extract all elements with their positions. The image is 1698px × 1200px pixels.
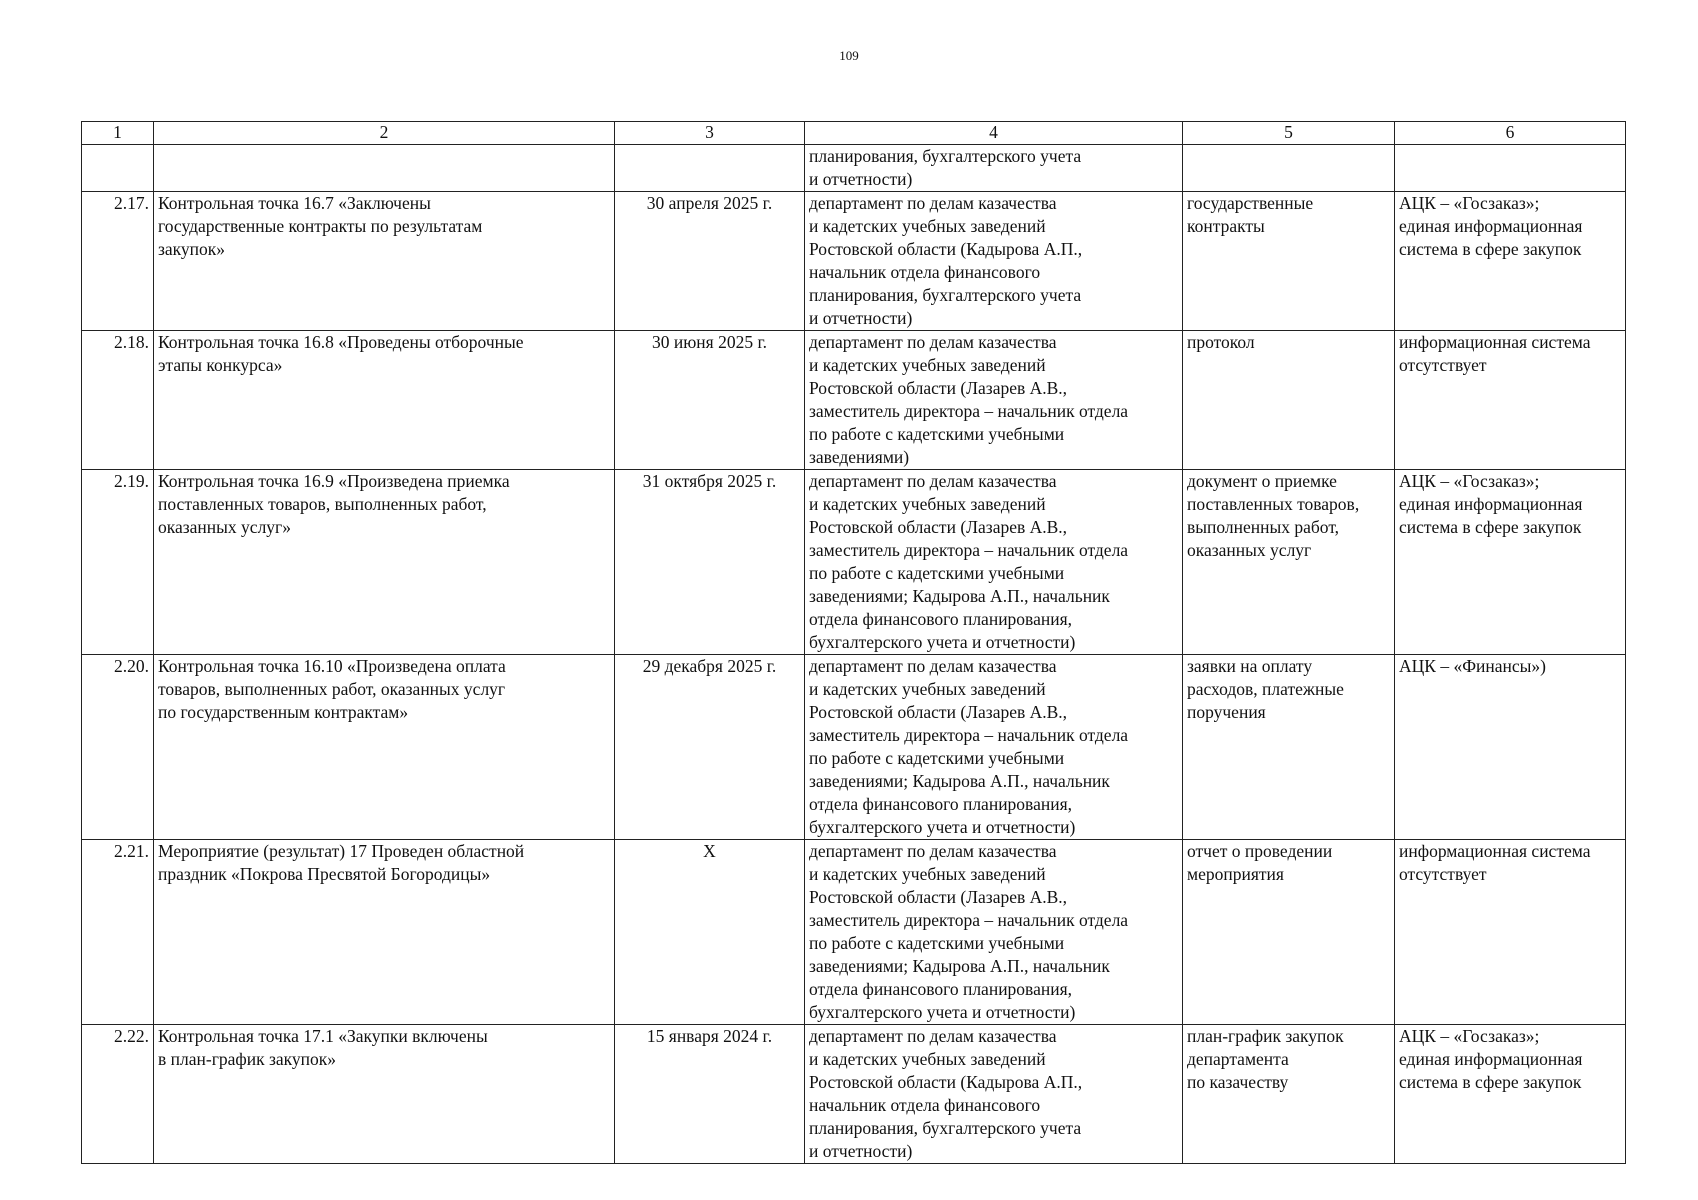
information-system-cell bbox=[1395, 192, 1626, 331]
responsible-line: заведениями) bbox=[809, 447, 910, 467]
deadline-cell: 30 апреля 2025 г. bbox=[615, 192, 805, 331]
document-type-cell bbox=[1183, 655, 1395, 840]
information-system-line: система в сфере закупок bbox=[1399, 1072, 1582, 1092]
responsible-line: отдела финансового планирования, bbox=[809, 794, 1073, 814]
table-row bbox=[82, 470, 1626, 655]
responsible-line: и отчетности) bbox=[809, 308, 913, 328]
responsible-line: отдела финансового планирования, bbox=[809, 979, 1073, 999]
event-name-line: закупок» bbox=[158, 239, 226, 259]
information-system-cell bbox=[1395, 145, 1626, 192]
document-type-line: поручения bbox=[1187, 702, 1266, 722]
information-system-cell bbox=[1395, 655, 1626, 840]
deadline-cell: Х bbox=[615, 840, 805, 1025]
information-system-line: информационная система bbox=[1399, 332, 1591, 352]
column-number-4: 4 bbox=[805, 122, 1183, 145]
responsible-line: департамент по делам казачества bbox=[809, 1026, 1057, 1046]
event-name-line: Контрольная точка 16.10 «Произведена оплата bbox=[158, 656, 506, 676]
information-system-line: АЦК – «Госзаказ»; bbox=[1399, 1026, 1540, 1046]
responsible-line: начальник отдела финансового bbox=[809, 1095, 1041, 1115]
event-name-cell bbox=[154, 470, 615, 655]
event-name-cell bbox=[154, 331, 615, 470]
responsible-cell bbox=[805, 655, 1183, 840]
event-name-cell bbox=[154, 840, 615, 1025]
information-system-line: система в сфере закупок bbox=[1399, 517, 1582, 537]
document-type-line: по казачеству bbox=[1187, 1072, 1289, 1092]
information-system-line: информационная система bbox=[1399, 841, 1591, 861]
event-name-line: поставленных товаров, выполненных работ, bbox=[158, 494, 487, 514]
table-row bbox=[82, 192, 1626, 331]
column-number-1: 1 bbox=[82, 122, 154, 145]
table-row bbox=[82, 331, 1626, 470]
event-name-cell bbox=[154, 192, 615, 331]
event-name-line: этапы конкурса» bbox=[158, 355, 283, 375]
document-type-line: план-график закупок bbox=[1187, 1026, 1344, 1046]
document-type-line: департамента bbox=[1187, 1049, 1289, 1069]
responsible-line: департамент по делам казачества bbox=[809, 471, 1057, 491]
event-name-line: Контрольная точка 16.8 «Проведены отборочные bbox=[158, 332, 524, 352]
information-system-line: АЦК – «Госзаказ»; bbox=[1399, 471, 1540, 491]
responsible-line: по работе с кадетскими учебными bbox=[809, 933, 1065, 953]
event-name-cell bbox=[154, 145, 615, 192]
responsible-line: заведениями; Кадырова А.П., начальник bbox=[809, 586, 1110, 606]
deadline-cell: 31 октября 2025 г. bbox=[615, 470, 805, 655]
information-system-line: единая информационная bbox=[1399, 216, 1583, 236]
event-name-line: Контрольная точка 16.7 «Заключены bbox=[158, 193, 431, 213]
event-name-line: оказанных услуг» bbox=[158, 517, 291, 537]
event-name-line: Контрольная точка 17.1 «Закупки включены bbox=[158, 1026, 488, 1046]
responsible-line: Ростовской области (Лазарев А.В., bbox=[809, 887, 1068, 907]
document-type-cell bbox=[1183, 192, 1395, 331]
row-number-cell: 2.18. bbox=[82, 331, 154, 470]
responsible-line: планирования, бухгалтерского учета bbox=[809, 285, 1082, 305]
responsible-line: заведениями; Кадырова А.П., начальник bbox=[809, 771, 1110, 791]
row-number-cell: 2.19. bbox=[82, 470, 154, 655]
responsible-line: бухгалтерского учета и отчетности) bbox=[809, 817, 1076, 837]
event-name-line: по государственным контрактам» bbox=[158, 702, 409, 722]
event-name-line: Контрольная точка 16.9 «Произведена приемка bbox=[158, 471, 510, 491]
document-type-line: выполненных работ, bbox=[1187, 517, 1340, 537]
document-type-line: заявки на оплату bbox=[1187, 656, 1313, 676]
responsible-line: и кадетских учебных заведений bbox=[809, 679, 1046, 699]
event-name-cell bbox=[154, 1025, 615, 1164]
responsible-line: департамент по делам казачества bbox=[809, 841, 1057, 861]
information-system-line: единая информационная bbox=[1399, 494, 1583, 514]
plan-table-body bbox=[82, 122, 1626, 1164]
document-type-cell bbox=[1183, 1025, 1395, 1164]
responsible-line: Ростовской области (Лазарев А.В., bbox=[809, 378, 1068, 398]
information-system-cell bbox=[1395, 840, 1626, 1025]
column-number-row bbox=[82, 122, 1626, 145]
responsible-line: бухгалтерского учета и отчетности) bbox=[809, 632, 1076, 652]
information-system-cell bbox=[1395, 470, 1626, 655]
information-system-line: система в сфере закупок bbox=[1399, 239, 1582, 259]
responsible-line: и отчетности) bbox=[809, 169, 913, 189]
event-name-line: Мероприятие (результат) 17 Проведен областной bbox=[158, 841, 525, 861]
responsible-line: заместитель директора – начальник отдела bbox=[809, 540, 1129, 560]
responsible-cell bbox=[805, 192, 1183, 331]
responsible-line: по работе с кадетскими учебными bbox=[809, 563, 1065, 583]
document-type-line: поставленных товаров, bbox=[1187, 494, 1360, 514]
column-number-6: 6 bbox=[1395, 122, 1626, 145]
document-type-line: контракты bbox=[1187, 216, 1265, 236]
information-system-cell bbox=[1395, 1025, 1626, 1164]
responsible-line: начальник отдела финансового bbox=[809, 262, 1041, 282]
responsible-cell bbox=[805, 1025, 1183, 1164]
responsible-line: по работе с кадетскими учебными bbox=[809, 424, 1065, 444]
responsible-line: Ростовской области (Кадырова А.П., bbox=[809, 239, 1083, 259]
table-row bbox=[82, 1025, 1626, 1164]
document-type-line: мероприятия bbox=[1187, 864, 1284, 884]
plan-table bbox=[81, 121, 1626, 1164]
document-type-cell bbox=[1183, 145, 1395, 192]
event-name-cell bbox=[154, 655, 615, 840]
table-row bbox=[82, 655, 1626, 840]
event-name-line: в план-график закупок» bbox=[158, 1049, 337, 1069]
responsible-line: и кадетских учебных заведений bbox=[809, 216, 1046, 236]
responsible-line: и отчетности) bbox=[809, 1141, 913, 1161]
responsible-line: департамент по делам казачества bbox=[809, 193, 1057, 213]
document-type-line: оказанных услуг bbox=[1187, 540, 1312, 560]
deadline-cell: 30 июня 2025 г. bbox=[615, 331, 805, 470]
responsible-line: и кадетских учебных заведений bbox=[809, 864, 1046, 884]
column-number-2: 2 bbox=[154, 122, 615, 145]
table-row bbox=[82, 840, 1626, 1025]
deadline-cell: 29 декабря 2025 г. bbox=[615, 655, 805, 840]
deadline-cell: 15 января 2024 г. bbox=[615, 1025, 805, 1164]
document-type-line: протокол bbox=[1187, 332, 1255, 352]
event-name-line: товаров, выполненных работ, оказанных услуг bbox=[158, 679, 506, 699]
information-system-line: отсутствует bbox=[1399, 355, 1487, 375]
event-name-line: праздник «Покрова Пресвятой Богородицы» bbox=[158, 864, 491, 884]
event-name-line: государственные контракты по результатам bbox=[158, 216, 483, 236]
row-number-cell bbox=[82, 145, 154, 192]
responsible-line: и кадетских учебных заведений bbox=[809, 1049, 1046, 1069]
responsible-line: планирования, бухгалтерского учета bbox=[809, 1118, 1082, 1138]
table-row bbox=[82, 145, 1626, 192]
document-type-cell bbox=[1183, 331, 1395, 470]
page-number: 109 bbox=[839, 48, 859, 63]
responsible-cell bbox=[805, 470, 1183, 655]
information-system-line: АЦК – «Госзаказ»; bbox=[1399, 193, 1540, 213]
responsible-line: планирования, бухгалтерского учета bbox=[809, 146, 1082, 166]
responsible-line: заместитель директора – начальник отдела bbox=[809, 725, 1129, 745]
row-number-cell: 2.21. bbox=[82, 840, 154, 1025]
deadline-cell bbox=[615, 145, 805, 192]
document-type-line: отчет о проведении bbox=[1187, 841, 1333, 861]
responsible-line: заместитель директора – начальник отдела bbox=[809, 401, 1129, 421]
responsible-line: департамент по делам казачества bbox=[809, 656, 1057, 676]
document-type-cell bbox=[1183, 840, 1395, 1025]
responsible-line: Ростовской области (Лазарев А.В., bbox=[809, 702, 1068, 722]
responsible-line: Ростовской области (Кадырова А.П., bbox=[809, 1072, 1083, 1092]
responsible-cell bbox=[805, 840, 1183, 1025]
responsible-line: бухгалтерского учета и отчетности) bbox=[809, 1002, 1076, 1022]
document-type-cell bbox=[1183, 470, 1395, 655]
row-number-cell: 2.22. bbox=[82, 1025, 154, 1164]
document-type-line: государственные bbox=[1187, 193, 1314, 213]
responsible-line: заведениями; Кадырова А.П., начальник bbox=[809, 956, 1110, 976]
responsible-line: и кадетских учебных заведений bbox=[809, 355, 1046, 375]
information-system-cell bbox=[1395, 331, 1626, 470]
responsible-cell bbox=[805, 331, 1183, 470]
responsible-line: по работе с кадетскими учебными bbox=[809, 748, 1065, 768]
document-type-line: расходов, платежные bbox=[1187, 679, 1344, 699]
column-number-5: 5 bbox=[1183, 122, 1395, 145]
document-type-line: документ о приемке bbox=[1187, 471, 1337, 491]
responsible-line: департамент по делам казачества bbox=[809, 332, 1057, 352]
information-system-line: АЦК – «Финансы») bbox=[1399, 656, 1546, 676]
responsible-line: и кадетских учебных заведений bbox=[809, 494, 1046, 514]
row-number-cell: 2.20. bbox=[82, 655, 154, 840]
column-number-3: 3 bbox=[615, 122, 805, 145]
information-system-line: единая информационная bbox=[1399, 1049, 1583, 1069]
row-number-cell: 2.17. bbox=[82, 192, 154, 331]
responsible-cell bbox=[805, 145, 1183, 192]
responsible-line: Ростовской области (Лазарев А.В., bbox=[809, 517, 1068, 537]
responsible-line: отдела финансового планирования, bbox=[809, 609, 1073, 629]
responsible-line: заместитель директора – начальник отдела bbox=[809, 910, 1129, 930]
information-system-line: отсутствует bbox=[1399, 864, 1487, 884]
